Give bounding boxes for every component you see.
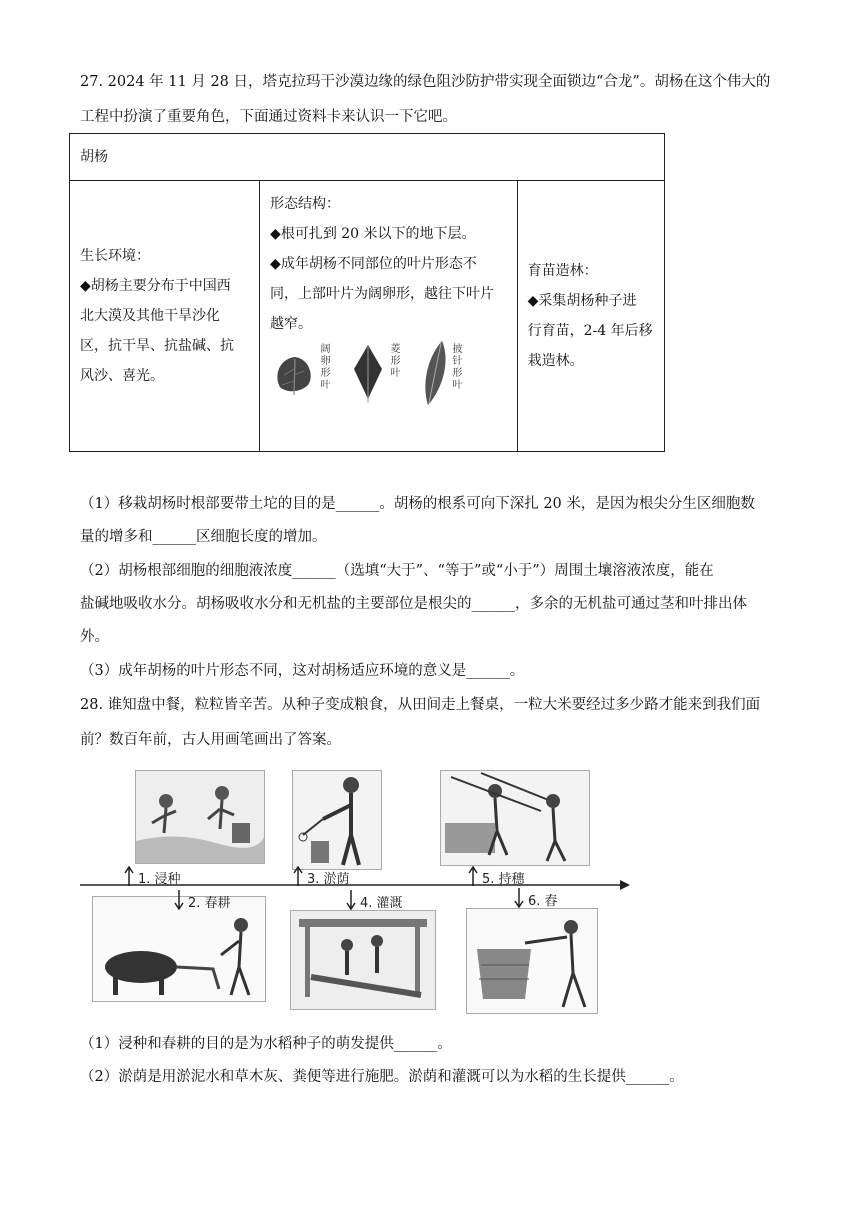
afforestation-line: 栽造林。 — [527, 353, 584, 369]
morphology-line: ◆成年胡杨不同部位的叶片形态不 — [270, 256, 477, 272]
pounding-rice-illustration — [466, 908, 598, 1014]
step-label-4: 4. 灌溉 — [360, 896, 403, 911]
card-growth-environment — [70, 181, 260, 452]
growth-environment-line: 风沙、喜光。 — [80, 368, 164, 384]
irrigation-illustration — [290, 910, 436, 1010]
q28-sub1: （1）浸种和春耕的目的是为水稻种子的萌发提供______。 — [80, 1036, 452, 1052]
threshing-illustration — [440, 770, 590, 866]
step-label-6: 6. 舂 — [528, 894, 558, 909]
q28-intro-line1: 28. 谁知盘中餐，粒粒皆辛苦。从种子变成粮食，从田间走上餐桌，一粒大米要经过多少路才能来到我们面 — [80, 697, 761, 713]
growth-environment-heading: 生长环境： — [80, 248, 150, 264]
afforestation-line: ◆采集胡杨种子进 — [527, 293, 637, 309]
q28-intro-line2: 前？数百年前，古人用画笔画出了答案。 — [80, 732, 341, 748]
q27-sub2-line3: 外。 — [80, 629, 109, 645]
morphology-line: 同，上部叶片为阔卵形，越往下叶片 — [270, 286, 495, 302]
up-arrow-icon — [468, 866, 478, 886]
q28-sub2: （2）淤荫是用淤泥水和草木灰、粪便等进行施肥。淤荫和灌溉可以为水稻的生长提供______。 — [80, 1069, 684, 1085]
morphology-line: 越窄。 — [270, 316, 313, 332]
card-title: 胡杨 — [70, 134, 665, 181]
populus-info-card — [69, 133, 665, 452]
q27-sub2-line2: 盐碱地吸收水分。胡杨吸收水分和无机盐的主要部位是根尖的______，多余的无机盐可通过茎和叶排出体 — [80, 596, 747, 612]
leaf-label-rhombic: 菱形叶 — [388, 343, 400, 379]
q27-intro-line1: 27. 2024 年 11 月 28 日，塔克拉玛干沙漠边缘的绿色阻沙防护带实现全面锁边“合龙”。胡杨在这个伟大的 — [80, 74, 771, 90]
q27-sub1-line2: 量的增多和______区细胞长度的增加。 — [80, 529, 327, 545]
broad-ovate-leaf-icon — [270, 349, 320, 399]
step-label-5: 5. 持穗 — [482, 872, 525, 887]
down-arrow-icon — [174, 890, 184, 910]
step-label-2: 2. 春耕 — [188, 896, 231, 911]
step-label-3: 3. 淤荫 — [307, 872, 350, 887]
morphology-heading: 形态结构： — [270, 196, 341, 212]
step-label-1: 1. 浸种 — [138, 872, 181, 887]
down-arrow-icon — [346, 890, 356, 910]
rhombic-leaf-icon — [350, 343, 386, 405]
q27-sub3: （3）成年胡杨的叶片形态不同，这对胡杨适应环境的意义是______。 — [80, 663, 525, 679]
q27-sub2-line1: （2）胡杨根部细胞的细胞液浓度______（选填“大于”、“等于”或“小于”）周围土壤溶液浓度，能在 — [80, 563, 714, 579]
afforestation-line: 行育苗，2-4 年后移 — [527, 323, 653, 339]
leaf-illustrations — [270, 339, 507, 429]
fertilizing-illustration — [292, 770, 382, 870]
growth-environment-line: ◆胡杨主要分布于中国西 — [80, 278, 231, 294]
soaking-seeds-illustration — [135, 770, 265, 864]
growth-environment-line: 北大漠及其他干旱沙化 — [80, 308, 220, 324]
up-arrow-icon — [293, 866, 303, 886]
card-morphology — [260, 181, 518, 452]
card-seedling-afforestation — [517, 181, 664, 452]
morphology-line: ◆根可扎到 20 米以下的地下层。 — [270, 226, 476, 242]
afforestation-heading: 育苗造林： — [527, 263, 598, 279]
spring-plowing-illustration — [92, 896, 266, 1002]
leaf-label-lanceolate: 披针形叶 — [450, 343, 462, 391]
lanceolate-leaf-icon — [420, 339, 450, 409]
q27-intro-line2: 工程中扮演了重要角色，下面通过资料卡来认识一下它吧。 — [80, 109, 457, 125]
growth-environment-line: 区，抗干旱、抗盐碱、抗 — [80, 338, 234, 354]
up-arrow-icon — [124, 866, 134, 886]
q27-sub1-line1: （1）移栽胡杨时根部要带土坨的目的是______。胡杨的根系可向下深扎 20 米，是因为根尖分生区细胞数 — [80, 496, 755, 512]
leaf-label-broad-ovate: 阔卵形叶 — [318, 343, 330, 391]
down-arrow-icon — [514, 888, 524, 908]
